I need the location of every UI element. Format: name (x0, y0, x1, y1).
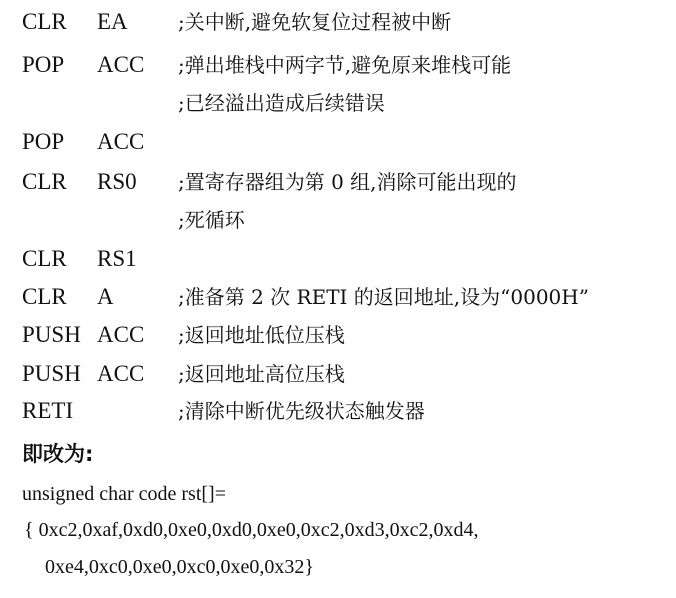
asm-comment-continuation-2 (0, 205, 676, 235)
asm-line-clr-rs1 (0, 244, 676, 274)
asm-operand: ACC (97, 361, 145, 386)
asm-comment: ;弹出堆栈中两字节,避免原来堆栈可能 (178, 53, 512, 77)
asm-operand: ACC (97, 322, 145, 347)
asm-comment: ;准备第 2 次 RETI 的返回地址,设为“0000H” (178, 285, 589, 309)
asm-line-clr-a (0, 282, 676, 312)
asm-operand: EA (97, 9, 128, 34)
asm-mnemonic: POP (22, 52, 65, 77)
asm-comment-continuation-1 (0, 88, 676, 118)
asm-mnemonic: RETI (22, 398, 74, 423)
asm-comment: ;返回地址低位压栈 (178, 323, 345, 347)
asm-mnemonic: CLR (22, 284, 67, 309)
asm-mnemonic: CLR (22, 169, 67, 194)
asm-line-push-acc-2 (0, 359, 676, 389)
asm-comment: ;已经溢出造成后续错误 (178, 91, 385, 115)
asm-line-reti (0, 396, 676, 426)
asm-mnemonic: PUSH (22, 322, 81, 347)
code-array-values-line-1: { 0xc2,0xaf,0xd0,0xe0,0xd0,0xe0,0xc2,0xd3,0xc2,0xd4, (24, 519, 479, 541)
asm-comment: ;返回地址高位压栈 (178, 362, 345, 386)
asm-mnemonic: PUSH (22, 361, 81, 386)
asm-operand: ACC (97, 129, 145, 154)
code-array-values-line-2: 0xe4,0xc0,0xe0,0xc0,0xe0,0x32} (45, 556, 314, 578)
asm-line-pop-acc-1 (0, 50, 676, 80)
asm-comment: ;清除中断优先级状态触发器 (178, 399, 425, 423)
asm-line-clr-ea (0, 7, 676, 37)
section-heading: 即改为: (22, 442, 94, 466)
asm-line-pop-acc-2 (0, 127, 676, 157)
asm-mnemonic: CLR (22, 9, 67, 34)
asm-mnemonic: POP (22, 129, 65, 154)
asm-line-clr-rs0 (0, 167, 676, 197)
asm-operand: A (97, 284, 114, 309)
asm-operand: ACC (97, 52, 145, 77)
asm-operand: RS0 (97, 169, 137, 194)
asm-comment: ;关中断,避免软复位过程被中断 (178, 10, 452, 34)
asm-mnemonic: CLR (22, 246, 67, 271)
asm-operand: RS1 (97, 246, 137, 271)
asm-comment: ;死循环 (178, 208, 245, 232)
asm-line-push-acc-1 (0, 320, 676, 350)
code-declaration-line: unsigned char code rst[]= (22, 483, 226, 505)
asm-comment: ;置寄存器组为第 0 组,消除可能出现的 (178, 170, 517, 194)
